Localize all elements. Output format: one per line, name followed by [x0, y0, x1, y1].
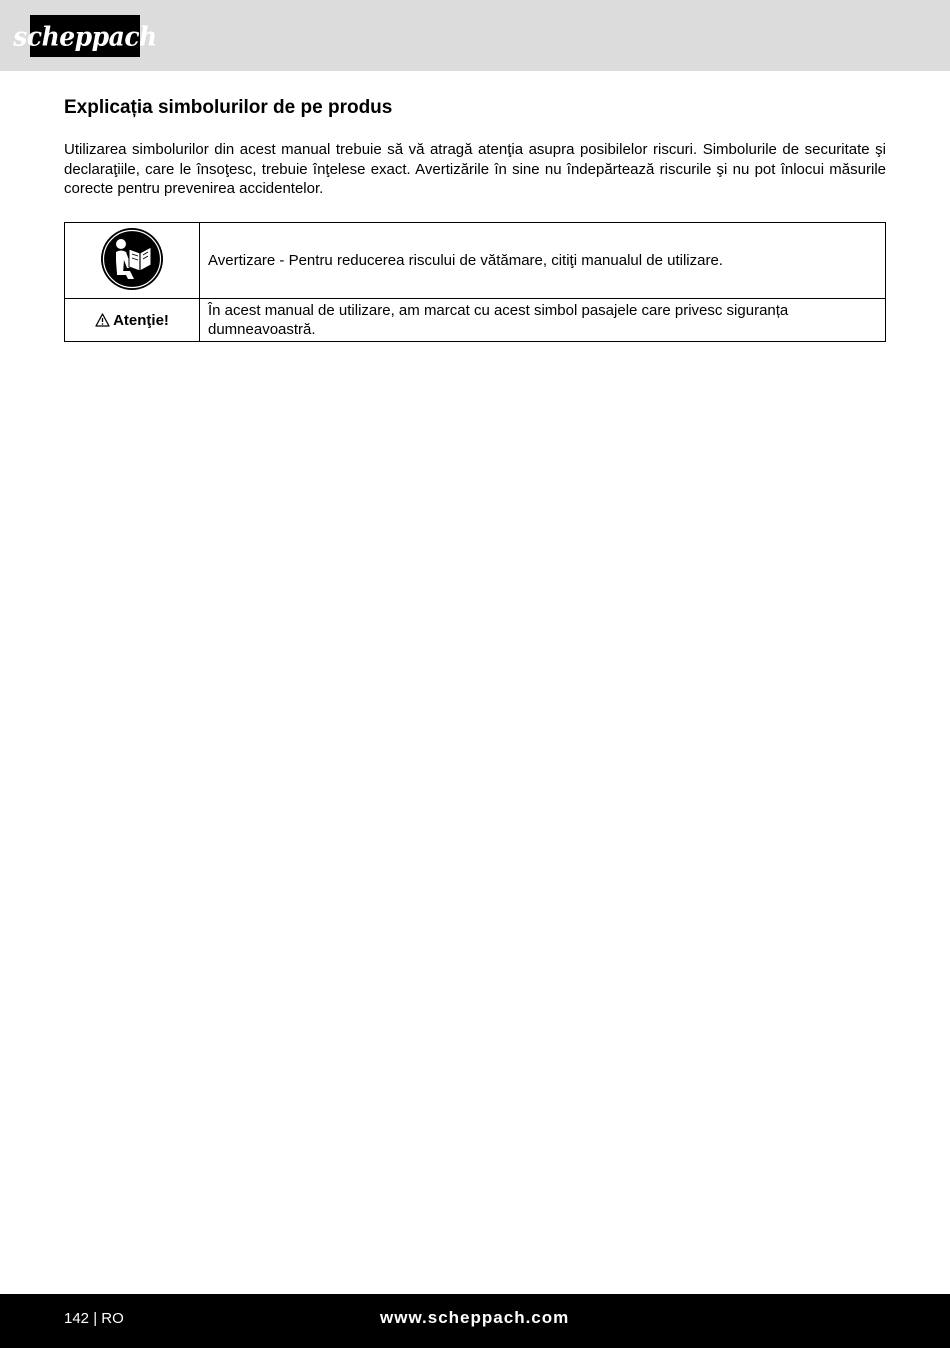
symbol-cell [65, 299, 200, 342]
warning-triangle-icon [95, 313, 110, 327]
symbol-description: În acest manual de utilizare, am marcat cu acest simbol pasajele care privesc siguranța dumneavoastră. [200, 299, 886, 342]
footer-bar [0, 1294, 950, 1348]
symbol-cell [65, 223, 200, 299]
table-row [65, 299, 886, 342]
intro-paragraph: Utilizarea simbolurilor din acest manual trebuie să vă atragă atenţia asupra posibilelor riscuri. Simbolurile de securitate şi declaraţiile, care le însoţesc, trebuie înţelese exact. Avertizările în sine nu îndepărtează riscurile şi nu pot înlocui măsurile corecte pentru prevenirea accidentelor. [64, 141, 886, 197]
website-link[interactable]: www.scheppach.com [380, 1308, 570, 1327]
caution-label: Atenţie! [113, 311, 169, 329]
scheppach-logo: scheppach [30, 15, 140, 57]
page-number: 142 | RO [64, 1310, 124, 1327]
read-manual-icon [100, 227, 164, 291]
header-bar [0, 0, 950, 71]
page-title: Explicația simbolurilor de pe produs [64, 97, 393, 118]
symbol-description: Avertizare - Pentru reducerea riscului de vătămare, citiţi manualul de utilizare. [200, 223, 886, 299]
table-row [65, 223, 886, 299]
symbols-table [64, 222, 886, 342]
